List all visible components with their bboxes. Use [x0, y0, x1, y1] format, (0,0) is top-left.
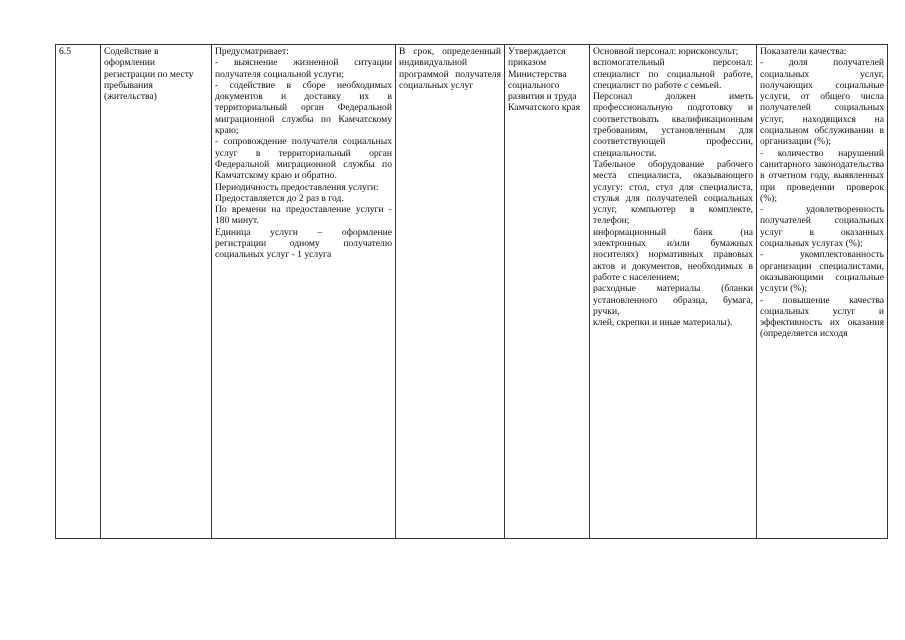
description-line: Предусматривает:: [215, 46, 289, 57]
quality-line: - укомплектованность организации специалистами, оказывающими социальные услуги (%);: [760, 249, 884, 295]
service-term-cell: [396, 45, 505, 539]
approval-cell: [505, 45, 590, 539]
description-line: Предоставляется до 2 раз в год.: [215, 192, 344, 204]
quality-line: - удовлетворенность получателей социальных услуг в оказанных социальных услугах (%);: [760, 204, 884, 250]
quality-line: - доля получателей социальных услуг, получающих социальные услуги, от общего числа получателей социальных услуг, находящихся на социальном обслуживании в организации (%);: [760, 57, 884, 148]
approval-text: Утверждается приказом Министерства социального развития и труда Камчатского края: [508, 46, 580, 114]
description-line: - сопровождение получателя социальных услуг в территориальный орган Федеральной миграционной службы по Камчатскому краю и обратно.: [215, 136, 392, 182]
service-name: Содействие в оформлении регистрации по месту пребывания (жительства): [104, 46, 194, 103]
services-table: [55, 44, 888, 539]
service-name-cell: [101, 45, 212, 539]
quality-line: Показатели качества:: [760, 46, 847, 57]
quality-line: - количество нарушений санитарного законодательства в отчетном году, выявленных при проведении проверок (%);: [760, 147, 884, 204]
description-line: Единица услуги – оформление регистрации одному получателю социальных услуг - 1 услуга: [215, 226, 392, 261]
description-line: По времени на предоставление услуги - 180 минут.: [215, 204, 392, 227]
resources-line: Табельное оборудование рабочего места специалиста, оказывающего услугу: стол, стул для специалиста, стулья для получателей социальных услуг, компьютер в комплекте, телефон;: [593, 158, 753, 227]
row-number: 6.5: [59, 46, 71, 57]
resources-line: Основной персонал: юрисконсульт;: [593, 46, 739, 57]
quality-indicators-cell: [757, 45, 888, 539]
service-term: В срок, определенный индивидуальной программой получателя социальных услуг: [399, 46, 501, 91]
resources-line: информационный банк (на электронных и/или бумажных носителях) нормативных правовых актов и документов, необходимых в работе с населением;: [593, 226, 753, 283]
description-line: Периодичность предоставления услуги:: [215, 181, 379, 193]
description-line: - выяснение жизненной ситуации получателя социальной услуги;: [215, 57, 392, 80]
table-row: [56, 45, 888, 539]
resources-cell: [590, 45, 757, 539]
description-line: - содействие в сборе необходимых документов и доставку их в территориальный орган Федеральной миграционной службы по Камчатскому краю;: [215, 79, 392, 137]
row-number-cell: [56, 45, 101, 539]
resources-line: клей, скрепки и иные материалы).: [593, 317, 733, 329]
quality-line: - повышение качества социальных услуг и эффективность их оказания (определяется исходя: [760, 294, 884, 340]
resources-line: расходные материалы (бланки установленного образца, бумага, ручки,: [593, 283, 753, 317]
resources-line: вспомогательный персонал: специалист по социальной работе, специалист по работе с семьей.: [593, 57, 753, 91]
service-description-cell: [212, 45, 396, 539]
resources-line: Персонал должен иметь профессиональную подготовку и соответствовать квалификационным требованиям, установленным для соответствующей профессии, специальности.: [593, 91, 753, 159]
